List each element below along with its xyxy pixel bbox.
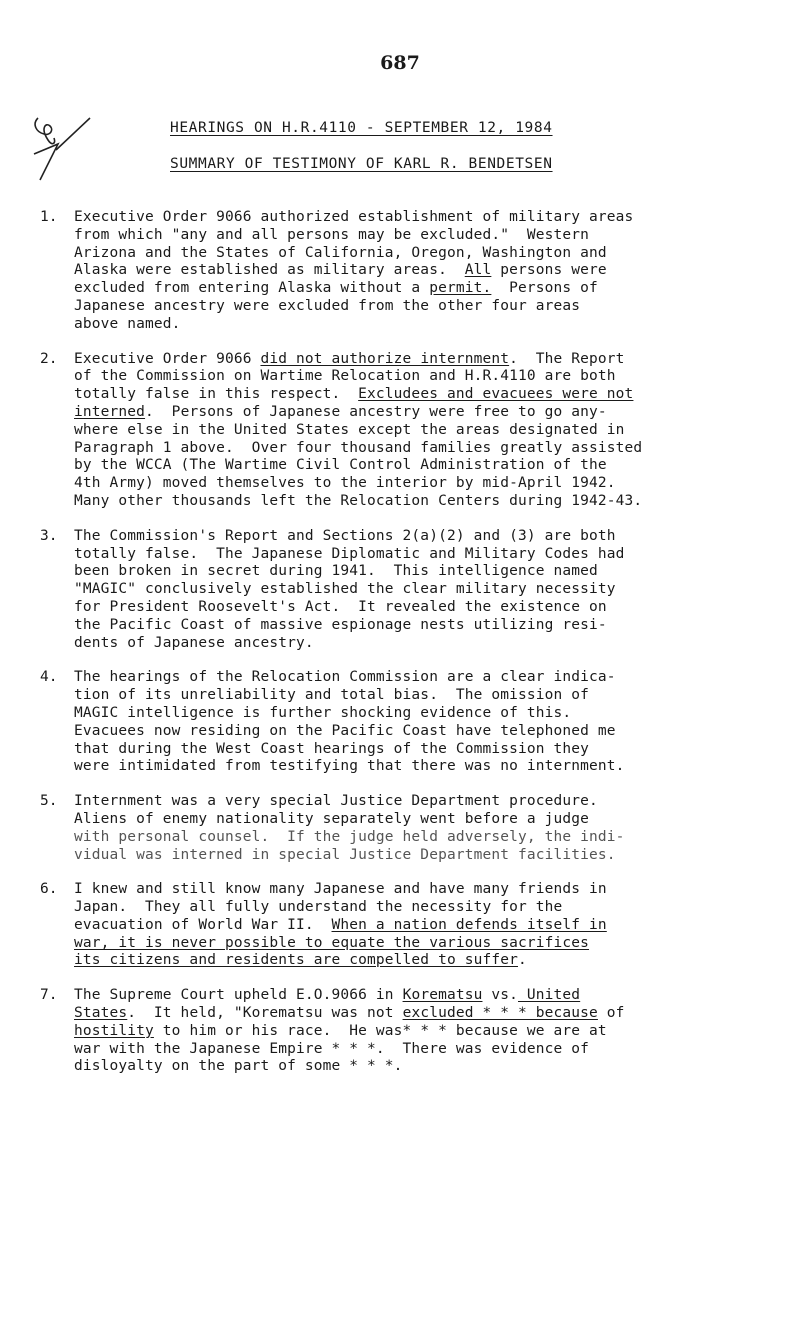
item-text xyxy=(74,881,607,970)
underlined-text: did not authorize internment xyxy=(260,350,510,367)
item-text xyxy=(74,793,625,864)
text-segment: that during the West Coast hearings of the Commission they xyxy=(74,740,590,757)
text-line xyxy=(74,298,633,316)
text-segment: from which "any and all persons may be excluded." Western xyxy=(74,226,590,243)
text-line xyxy=(74,1005,625,1023)
text-segment: Paragraph 1 above. Over four thousand families greatly assisted xyxy=(74,439,643,456)
text-segment: Japanese ancestry were excluded from the other four areas xyxy=(74,297,581,314)
text-segment: of xyxy=(597,1005,625,1022)
text-segment: 4th Army) moved themselves to the interior by mid-April 1942. xyxy=(74,475,616,492)
text-line xyxy=(74,617,625,635)
text-segment: for President Roosevelt's Act. It revealed the existence on xyxy=(74,598,607,615)
text-segment: of the Commission on Wartime Relocation and H.R.4110 are both xyxy=(74,368,616,385)
text-segment: Executive Order 9066 authorized establishment of military areas xyxy=(74,209,634,225)
text-line xyxy=(74,262,633,280)
text-line xyxy=(74,793,625,811)
text-line xyxy=(74,280,633,298)
text-line xyxy=(74,829,625,847)
item-number: 7. xyxy=(40,987,58,1004)
underlined-text: excluded * * * because xyxy=(402,1005,598,1022)
item-number: 4. xyxy=(40,669,58,686)
underlined-text: permit. xyxy=(429,280,492,297)
text-line xyxy=(74,811,625,829)
underlined-text: its citizens and residents are compelled to suffer xyxy=(74,952,518,969)
text-line xyxy=(74,457,642,475)
text-line xyxy=(74,599,625,617)
text-segment: The Commission's Report and Sections 2(a)(2) and (3) are both xyxy=(74,527,616,544)
underlined-text: hostility xyxy=(74,1022,154,1039)
underlined-text: All xyxy=(464,262,492,279)
text-segment: MAGIC intelligence is further shocking evidence of this. xyxy=(74,704,572,721)
text-line xyxy=(74,368,642,386)
text-line xyxy=(74,987,625,1005)
text-line xyxy=(74,899,607,917)
item-text xyxy=(74,669,625,776)
underlined-text: States xyxy=(74,1005,128,1022)
text-segment: persons were xyxy=(491,262,607,279)
text-line xyxy=(74,546,625,564)
text-line xyxy=(74,1058,625,1076)
text-segment: . The Report xyxy=(509,350,625,367)
underlined-text: United xyxy=(518,987,581,1004)
text-segment: by the WCCA (The Wartime Civil Control Administration of the xyxy=(74,457,607,474)
text-line xyxy=(74,386,642,404)
text-segment: I knew and still know many Japanese and have many friends in xyxy=(74,881,607,898)
text-segment: to him or his race. He was* * * because we are at xyxy=(153,1022,607,1039)
text-segment: were intimidated from testifying that there was no internment. xyxy=(74,758,625,775)
underlined-text: Excludees and evacuees were not xyxy=(358,386,634,403)
text-segment: disloyalty on the part of some * * *. xyxy=(74,1058,403,1075)
text-segment: Internment was a very special Justice Department procedure. xyxy=(74,793,598,810)
text-line xyxy=(74,404,642,422)
testimony-item xyxy=(40,793,770,864)
text-segment: The Supreme Court upheld E.O.9066 in xyxy=(74,987,403,1004)
text-line xyxy=(74,881,607,899)
text-segment: Persons of xyxy=(491,280,598,297)
text-segment: The hearings of the Relocation Commission are a clear indica- xyxy=(74,669,616,686)
text-segment: been broken in secret during 1941. This intelligence named xyxy=(74,563,598,580)
text-segment: war with the Japanese Empire * * *. There was evidence of xyxy=(74,1040,590,1057)
summary-title: SUMMARY OF TESTIMONY OF KARL R. BENDETSEN xyxy=(170,156,553,172)
text-segment: tion of its unreliability and total bias. The omission of xyxy=(74,687,590,704)
item-text xyxy=(74,351,642,511)
text-line xyxy=(74,493,642,511)
testimony-item xyxy=(40,987,770,1076)
text-line xyxy=(74,528,625,546)
item-number: 1. xyxy=(40,209,58,225)
text-line xyxy=(74,351,642,369)
text-line xyxy=(74,952,607,970)
item-number: 6. xyxy=(40,881,58,898)
testimony-item xyxy=(40,881,770,970)
text-line xyxy=(74,581,625,599)
item-text xyxy=(74,987,625,1076)
text-segment: Aliens of enemy nationality separately went before a judge xyxy=(74,810,590,827)
text-segment: vidual was interned in special Justice Department facilities. xyxy=(74,846,616,863)
text-line xyxy=(74,209,633,227)
text-line xyxy=(74,758,625,776)
text-line xyxy=(74,316,633,334)
underlined-text: Korematsu xyxy=(402,987,483,1004)
item-number: 2. xyxy=(40,350,58,367)
item-text xyxy=(74,528,625,653)
testimony-item xyxy=(40,528,770,653)
testimony-list xyxy=(40,209,770,1093)
page-number: 687 xyxy=(380,52,420,74)
text-segment: Executive Order 9066 xyxy=(74,350,261,367)
text-line xyxy=(74,687,625,705)
text-line xyxy=(74,563,625,581)
text-line xyxy=(74,935,607,953)
text-segment: Alaska were established as military areas. xyxy=(74,262,465,279)
text-segment: Japan. They all fully understand the necessity for the xyxy=(74,899,563,916)
testimony-item xyxy=(40,351,770,511)
text-segment: evacuation of World War II. xyxy=(74,916,332,933)
text-segment: Many other thousands left the Relocation Centers during 1942-43. xyxy=(74,492,643,509)
text-segment: "MAGIC" conclusively established the clear military necessity xyxy=(74,581,616,598)
item-number: 5. xyxy=(40,793,58,810)
text-segment: totally false in this respect. xyxy=(74,386,359,403)
text-segment: with personal counsel. If the judge held adversely, the indi- xyxy=(74,828,625,845)
item-text xyxy=(74,209,633,334)
text-line xyxy=(74,917,607,935)
text-segment: the Pacific Coast of massive espionage nests utilizing resi- xyxy=(74,616,607,633)
text-segment: totally false. The Japanese Diplomatic and Military Codes had xyxy=(74,545,625,562)
text-segment: . xyxy=(518,952,527,969)
text-line xyxy=(74,847,625,865)
text-segment: . Persons of Japanese ancestry were free to go any- xyxy=(145,403,607,420)
text-segment: dents of Japanese ancestry. xyxy=(74,634,314,651)
handwritten-check-mark xyxy=(30,110,100,190)
testimony-item xyxy=(40,669,770,776)
testimony-item xyxy=(40,209,770,334)
text-line xyxy=(74,440,642,458)
text-line xyxy=(74,1023,625,1041)
text-segment: Evacuees now residing on the Pacific Coast have telephoned me xyxy=(74,722,616,739)
hearing-title: HEARINGS ON H.R.4110 - SEPTEMBER 12, 1984 xyxy=(170,120,553,136)
text-line xyxy=(74,475,642,493)
item-number: 3. xyxy=(40,527,58,544)
underlined-text: war, it is never possible to equate the various sacrifices xyxy=(74,934,590,951)
underlined-text: interned xyxy=(74,403,146,420)
text-segment: vs. xyxy=(482,987,519,1004)
underlined-text: When a nation defends itself in xyxy=(331,916,607,933)
text-segment: . It held, "Korematsu was not xyxy=(127,1005,403,1022)
text-line xyxy=(74,422,642,440)
text-line xyxy=(74,669,625,687)
text-line xyxy=(74,723,625,741)
text-line xyxy=(74,227,633,245)
text-segment: above named. xyxy=(74,315,181,332)
text-line xyxy=(74,245,633,263)
text-segment: excluded from entering Alaska without a xyxy=(74,280,430,297)
text-line xyxy=(74,705,625,723)
text-segment: Arizona and the States of California, Oregon, Washington and xyxy=(74,244,607,261)
text-line xyxy=(74,635,625,653)
text-line xyxy=(74,741,625,759)
text-segment: where else in the United States except the areas designated in xyxy=(74,421,625,438)
text-line xyxy=(74,1041,625,1059)
